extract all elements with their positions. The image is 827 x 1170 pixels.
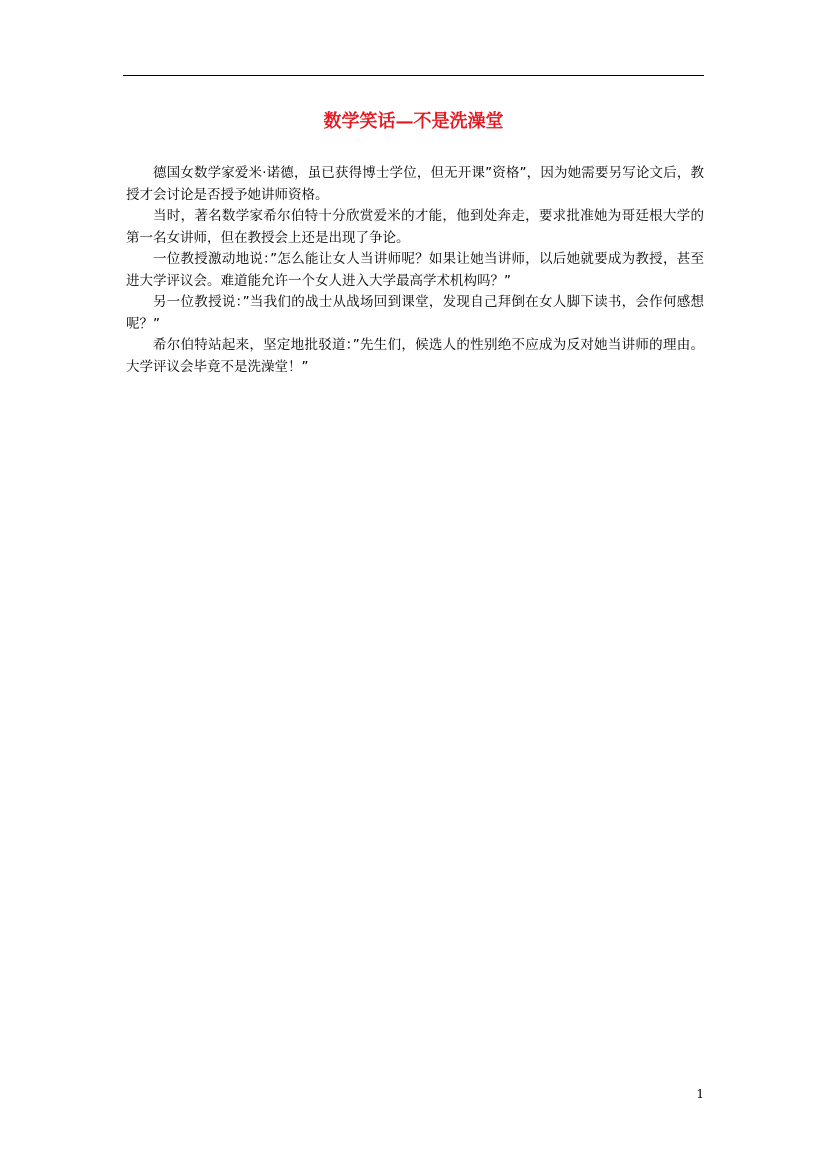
paragraph-5: 希尔伯特站起来，坚定地批驳道：”先生们，候选人的性别绝不应成为反对她当讲师的理由。大学评议会毕竟不是洗澡堂！”	[126, 337, 704, 375]
page-title: 数学笑话—不是洗澡堂	[323, 111, 504, 132]
paragraph-3: 一位教授激动地说：”怎么能让女人当讲师呢？如果让她当讲师，以后她就要成为教授，甚至进大学评议会。难道能允许一个女人进入大学最高学术机构吗？”	[126, 251, 704, 289]
paragraph-2: 当时，著名数学家希尔伯特十分欣赏爱米的才能，他到处奔走，要求批准她为哥廷根大学的第一名女讲师，但在教授会上还是出现了争论。	[126, 208, 704, 246]
body-text	[126, 163, 704, 378]
page-number: 1	[696, 1087, 704, 1101]
paragraph-4: 另一位教授说：”当我们的战士从战场回到课堂，发现自己拜倒在女人脚下读书，会作何感想呢？”	[126, 294, 704, 332]
paragraph-1: 德国女数学家爱米·诺德，虽已获得博士学位，但无开课”资格”，因为她需要另写论文后，教授才会讨论是否授予她讲师资格。	[126, 165, 704, 203]
header-rule	[123, 75, 704, 76]
